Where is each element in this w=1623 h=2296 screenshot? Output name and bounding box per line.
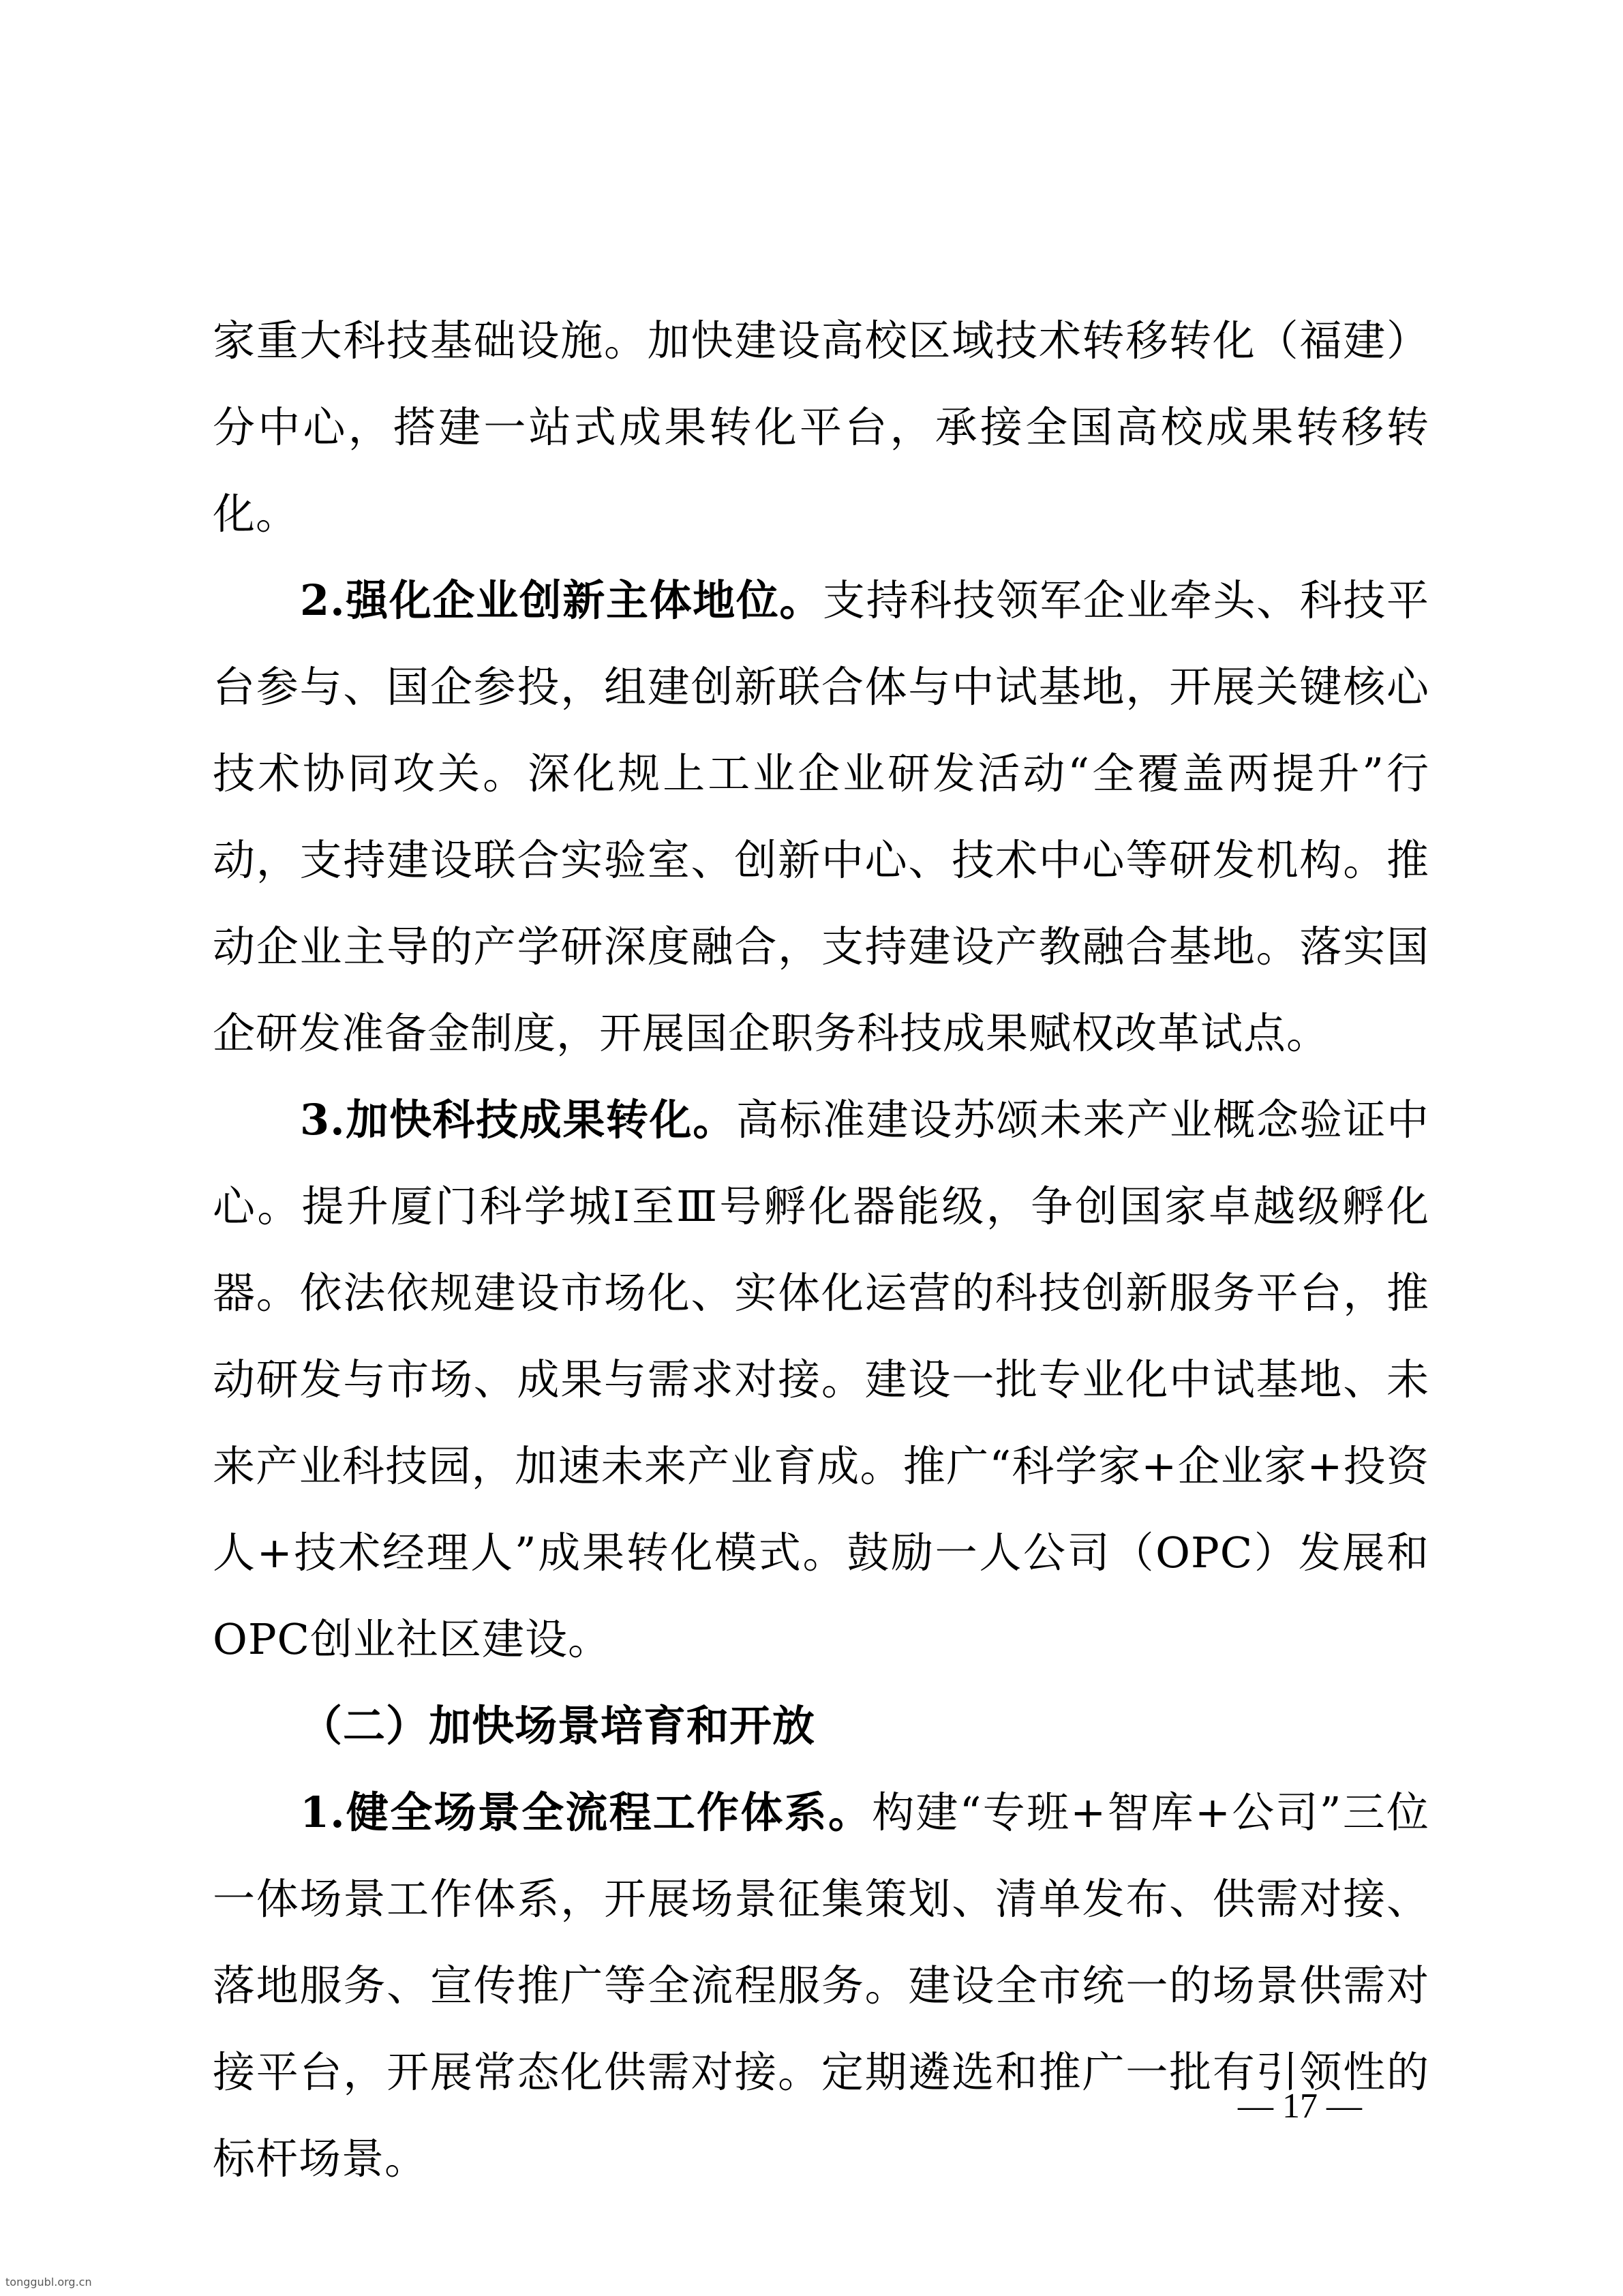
paragraph-continuation [213, 297, 1429, 557]
paragraph-text: 构建“专班+智库+公司”三位一体场景工作体系，开展场景征集策划、清单发布、供需对接、落地服务、宣传推广等全流程服务。建设全市统一的场景供需对接平台，开展常态化供需对接。定期遴选和推广一批有引领性的标杆场景。 [213, 1787, 1429, 2184]
paragraph-text: 高标准建设苏颂未来产业概念验证中心。提升厦门科学城Ⅰ至Ⅲ号孵化器能级，争创国家卓越级孵化器。依法依规建设市场化、实体化运营的科技创新服务平台，推动研发与市场、成果与需求对接。建设一批专业化中试基地、未来产业科技园，加速未来产业育成。推广“科学家+企业家+投资人+技术经理人”成果转化模式。鼓励一人公司（OPC）发展和OPC创业社区建设。 [213, 1095, 1429, 1664]
paragraph-lead: 3.加快科技成果转化。 [300, 1095, 736, 1145]
paragraph-text: 家重大科技基础设施。加快建设高校区域技术转移转化（福建）分中心，搭建一站式成果转化平台，承接全国高校成果转移转化。 [213, 316, 1429, 539]
paragraph-text: 支持科技领军企业牵头、科技平台参与、国企参投，组建创新联合体与中试基地，开展关键核心技术协同攻关。深化规上工业企业研发活动“全覆盖两提升”行动，支持建设联合实验室、创新中心、技术中心等研发机构。推动企业主导的产学研深度融合，支持建设产教融合基地。落实国企研发准备金制度，开展国企职务科技成果赋权改革试点。 [213, 575, 1429, 1058]
paragraph-tech-transfer [213, 1076, 1429, 1682]
section-heading: （二）加快场景培育和开放 [300, 1701, 816, 1751]
source-watermark: tonggubl.org.cn [5, 2276, 92, 2289]
page-number: — 17 — [1238, 2087, 1362, 2126]
paragraph-scenario-workflow [213, 1769, 1429, 2202]
paragraph-lead: 2.强化企业创新主体地位。 [300, 575, 823, 625]
body-text [213, 297, 1429, 2202]
paragraph-enterprise-innovation [213, 557, 1429, 1076]
paragraph-lead: 1.健全场景全流程工作体系。 [300, 1787, 873, 1837]
